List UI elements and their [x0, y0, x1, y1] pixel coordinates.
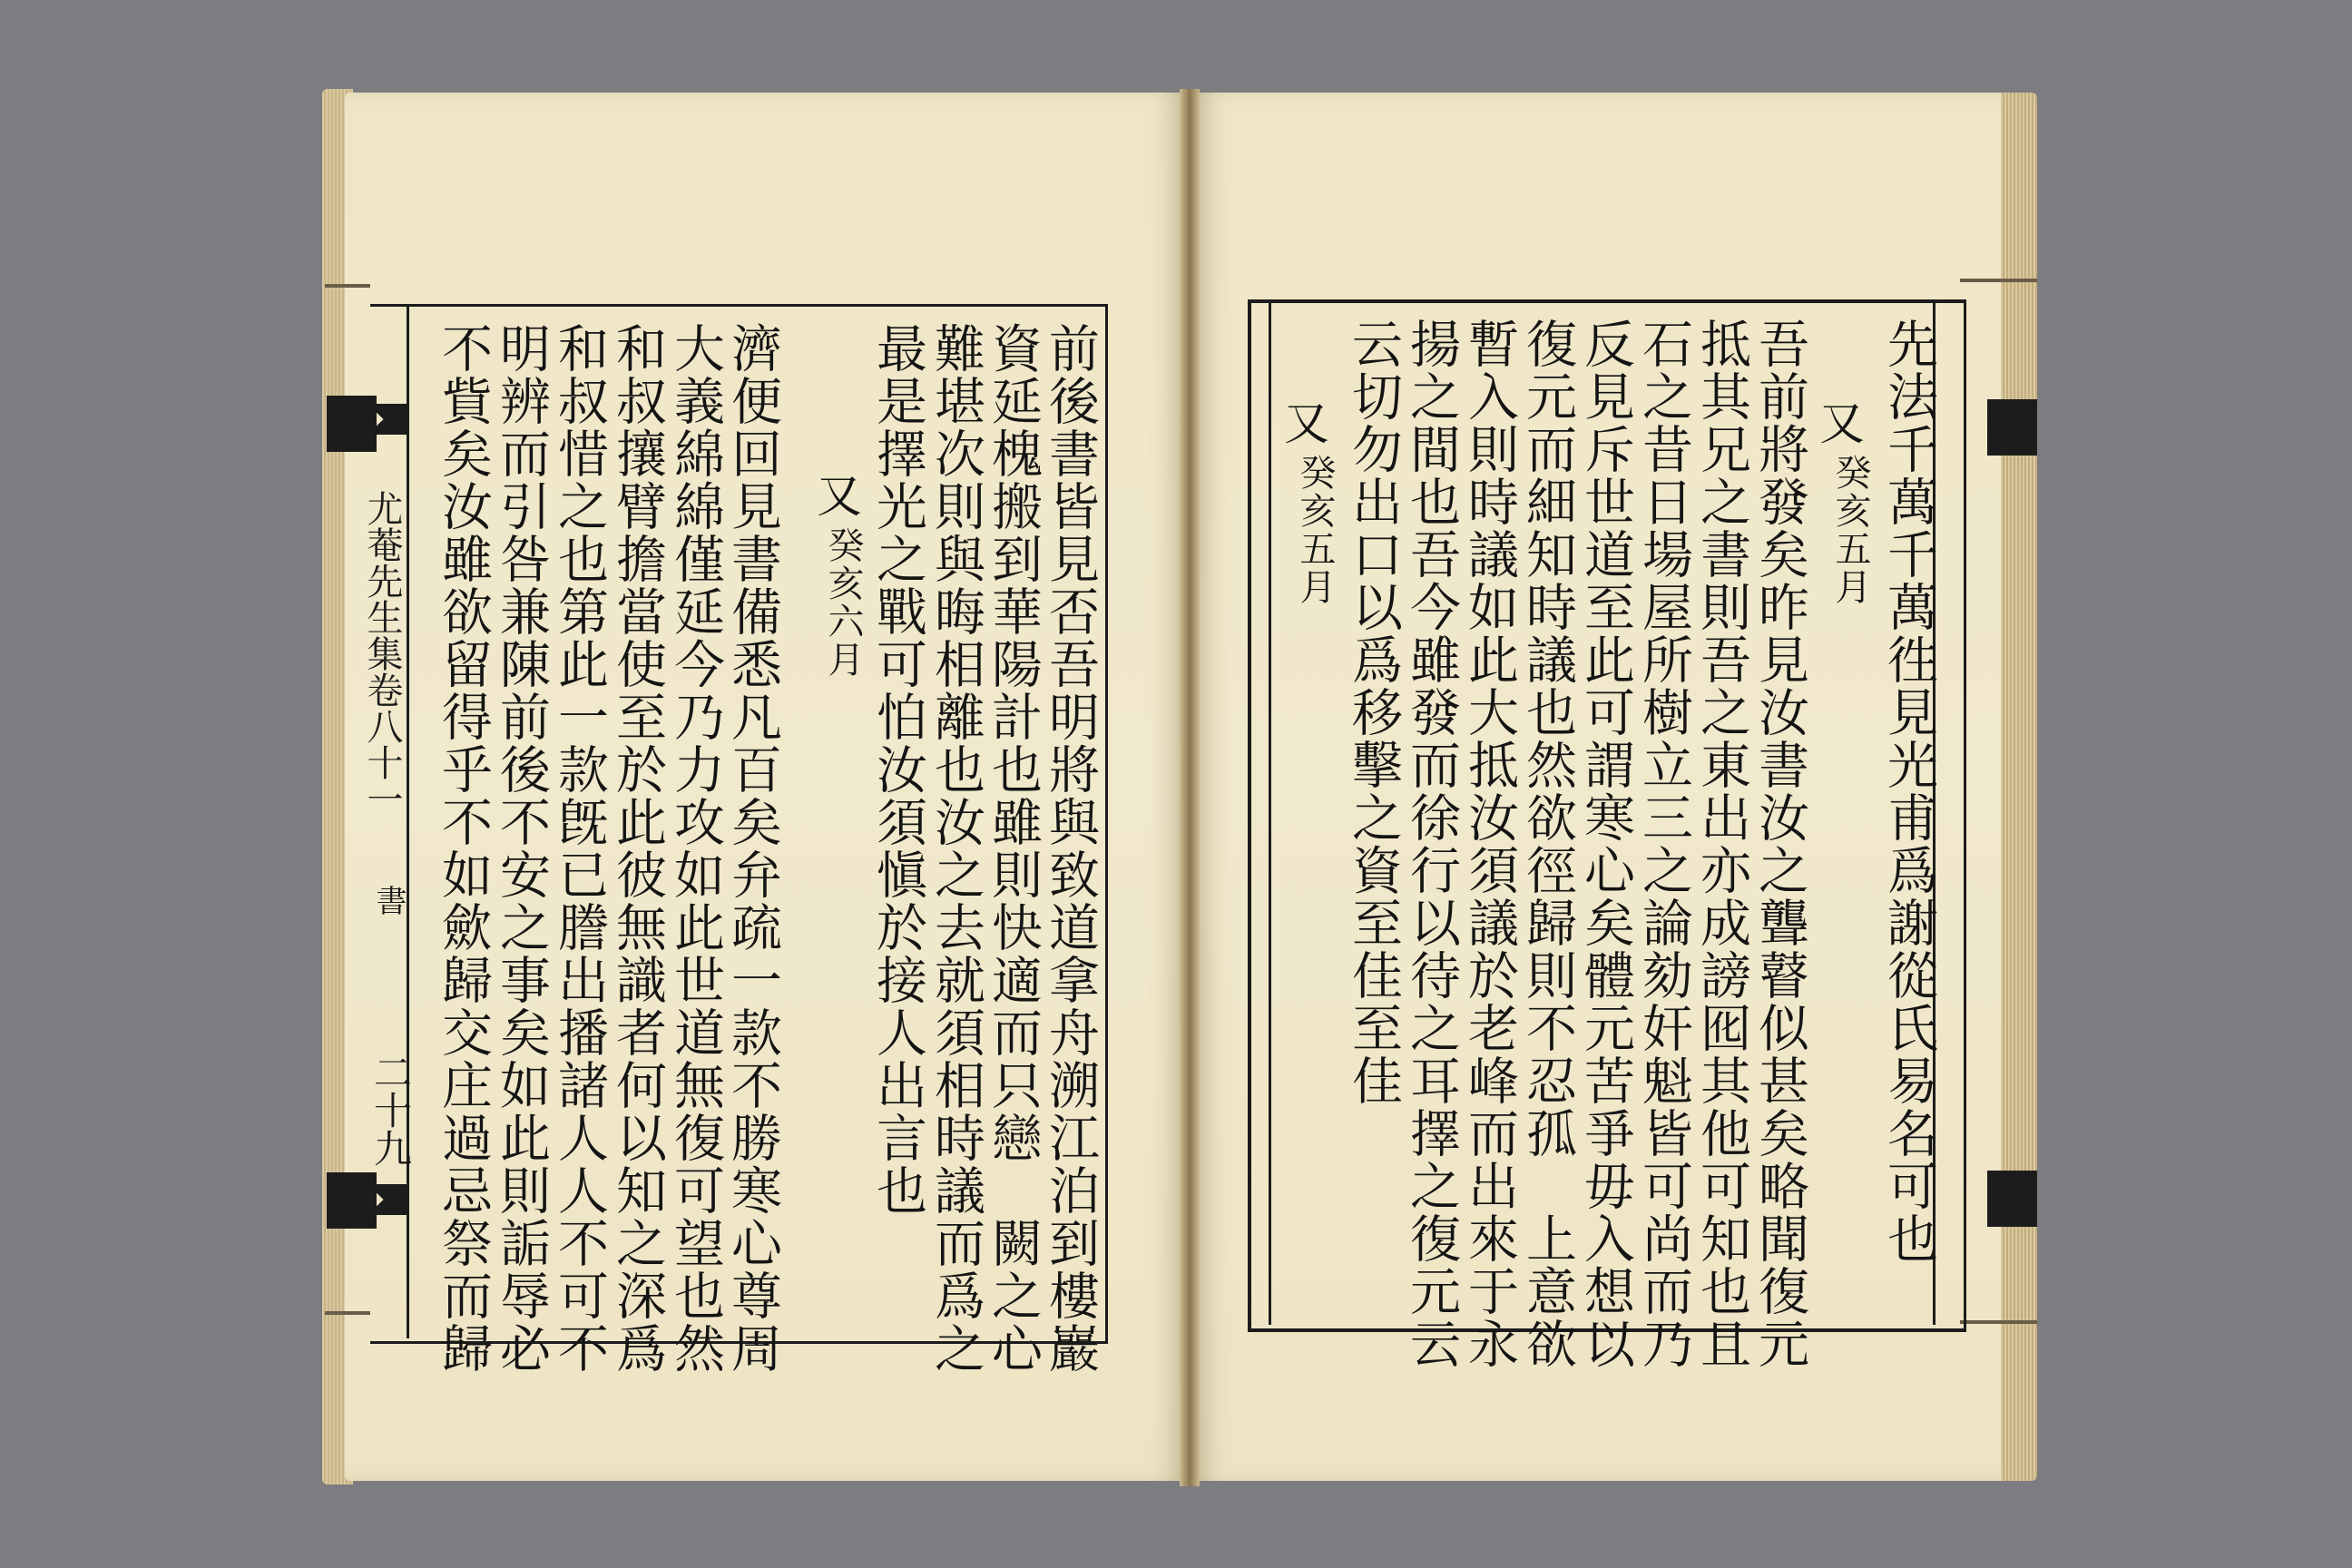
text-column: 抵其兄之書則吾之東出亦成謗囮其他可知也且 [1692, 318, 1751, 1370]
binding-tie-right-lower [1987, 1171, 2037, 1227]
text-column: 復元而細知時議也然欲徑歸則不忍孤 上意欲 [1518, 318, 1577, 1370]
letter-heading: 又 [809, 472, 862, 519]
date-note: 癸亥五月 [1294, 454, 1336, 606]
letter-heading: 又 [1277, 399, 1329, 446]
text-column: 資延槐搬到華陽計也雖則快適而只戀 闕之心 [984, 322, 1043, 1375]
text-column: 濟便回見書備悉凡百矣弁疏一款不勝寒心尊周 [723, 322, 782, 1375]
text-column: 難堪次則與晦相離也汝之去就須相時議而爲之 [926, 322, 985, 1375]
text-column: 揚之間也吾今雖發而徐行以待之耳擇之復元云 [1402, 318, 1461, 1370]
binding-thread-bottom-left [325, 1311, 370, 1315]
binding-thread-bottom-right [1960, 1320, 2037, 1324]
text-column: 和叔攘臂擔當使至於此彼無識者何以知之深爲 [608, 322, 667, 1375]
date-note: 癸亥五月 [1829, 454, 1871, 606]
text-column: 明辨而引咎兼陳前後不安之事矣如此則詬辱必 [492, 322, 551, 1375]
margin-title: 尤菴先生集卷八十一 [361, 490, 403, 817]
margin-rule [407, 307, 409, 1338]
text-column: 吾前將發矣昨見汝書汝之聾瞽似甚矣略聞復元 [1750, 318, 1809, 1370]
text-column: 暫入則時議如此大抵汝須議於老峰而出來于永 [1460, 318, 1519, 1370]
text-column: 先法千萬千萬徃見光甫爲謝從氏易名可也 [1879, 318, 1938, 1265]
letter-heading: 又 [1812, 399, 1865, 446]
text-column: 不貲矣汝雖欲留得乎不如歛歸交庄過忌祭而歸 [434, 322, 493, 1375]
text-column: 大義綿綿僅延今乃力攻如此世道無復可望也然 [666, 322, 725, 1375]
text-column: 石之昔日場屋所樹立三之論劾奸魁皆可尚而乃 [1634, 318, 1693, 1370]
date-note: 癸亥六月 [822, 526, 864, 679]
text-column: 云切勿出口以爲移擊之資至佳至佳 [1344, 318, 1403, 1107]
text-column: 反見斥世道至此可謂寒心矣體元苦爭毋入想以 [1576, 318, 1635, 1370]
text-column: 前後書皆見否吾明將與致道拿舟溯江泊到樓巖 [1041, 322, 1100, 1375]
book-gutter [1180, 89, 1200, 1486]
text-column: 最是擇光之戰可怕汝須愼於接人出言也 [868, 322, 927, 1217]
page-edges-right [2001, 93, 2037, 1481]
margin-page-number: 二十九 [368, 1053, 413, 1167]
binding-thread-top-left [325, 284, 370, 288]
inner-rule [1269, 302, 1271, 1325]
binding-tie-left-lower [327, 1172, 377, 1229]
binding-thread-top-right [1960, 279, 2037, 282]
text-column: 和叔惜之也第此一款旣已謄出播諸人人不可不 [550, 322, 609, 1375]
binding-tie-right-upper [1987, 399, 2037, 456]
margin-section: 書 [370, 885, 407, 916]
